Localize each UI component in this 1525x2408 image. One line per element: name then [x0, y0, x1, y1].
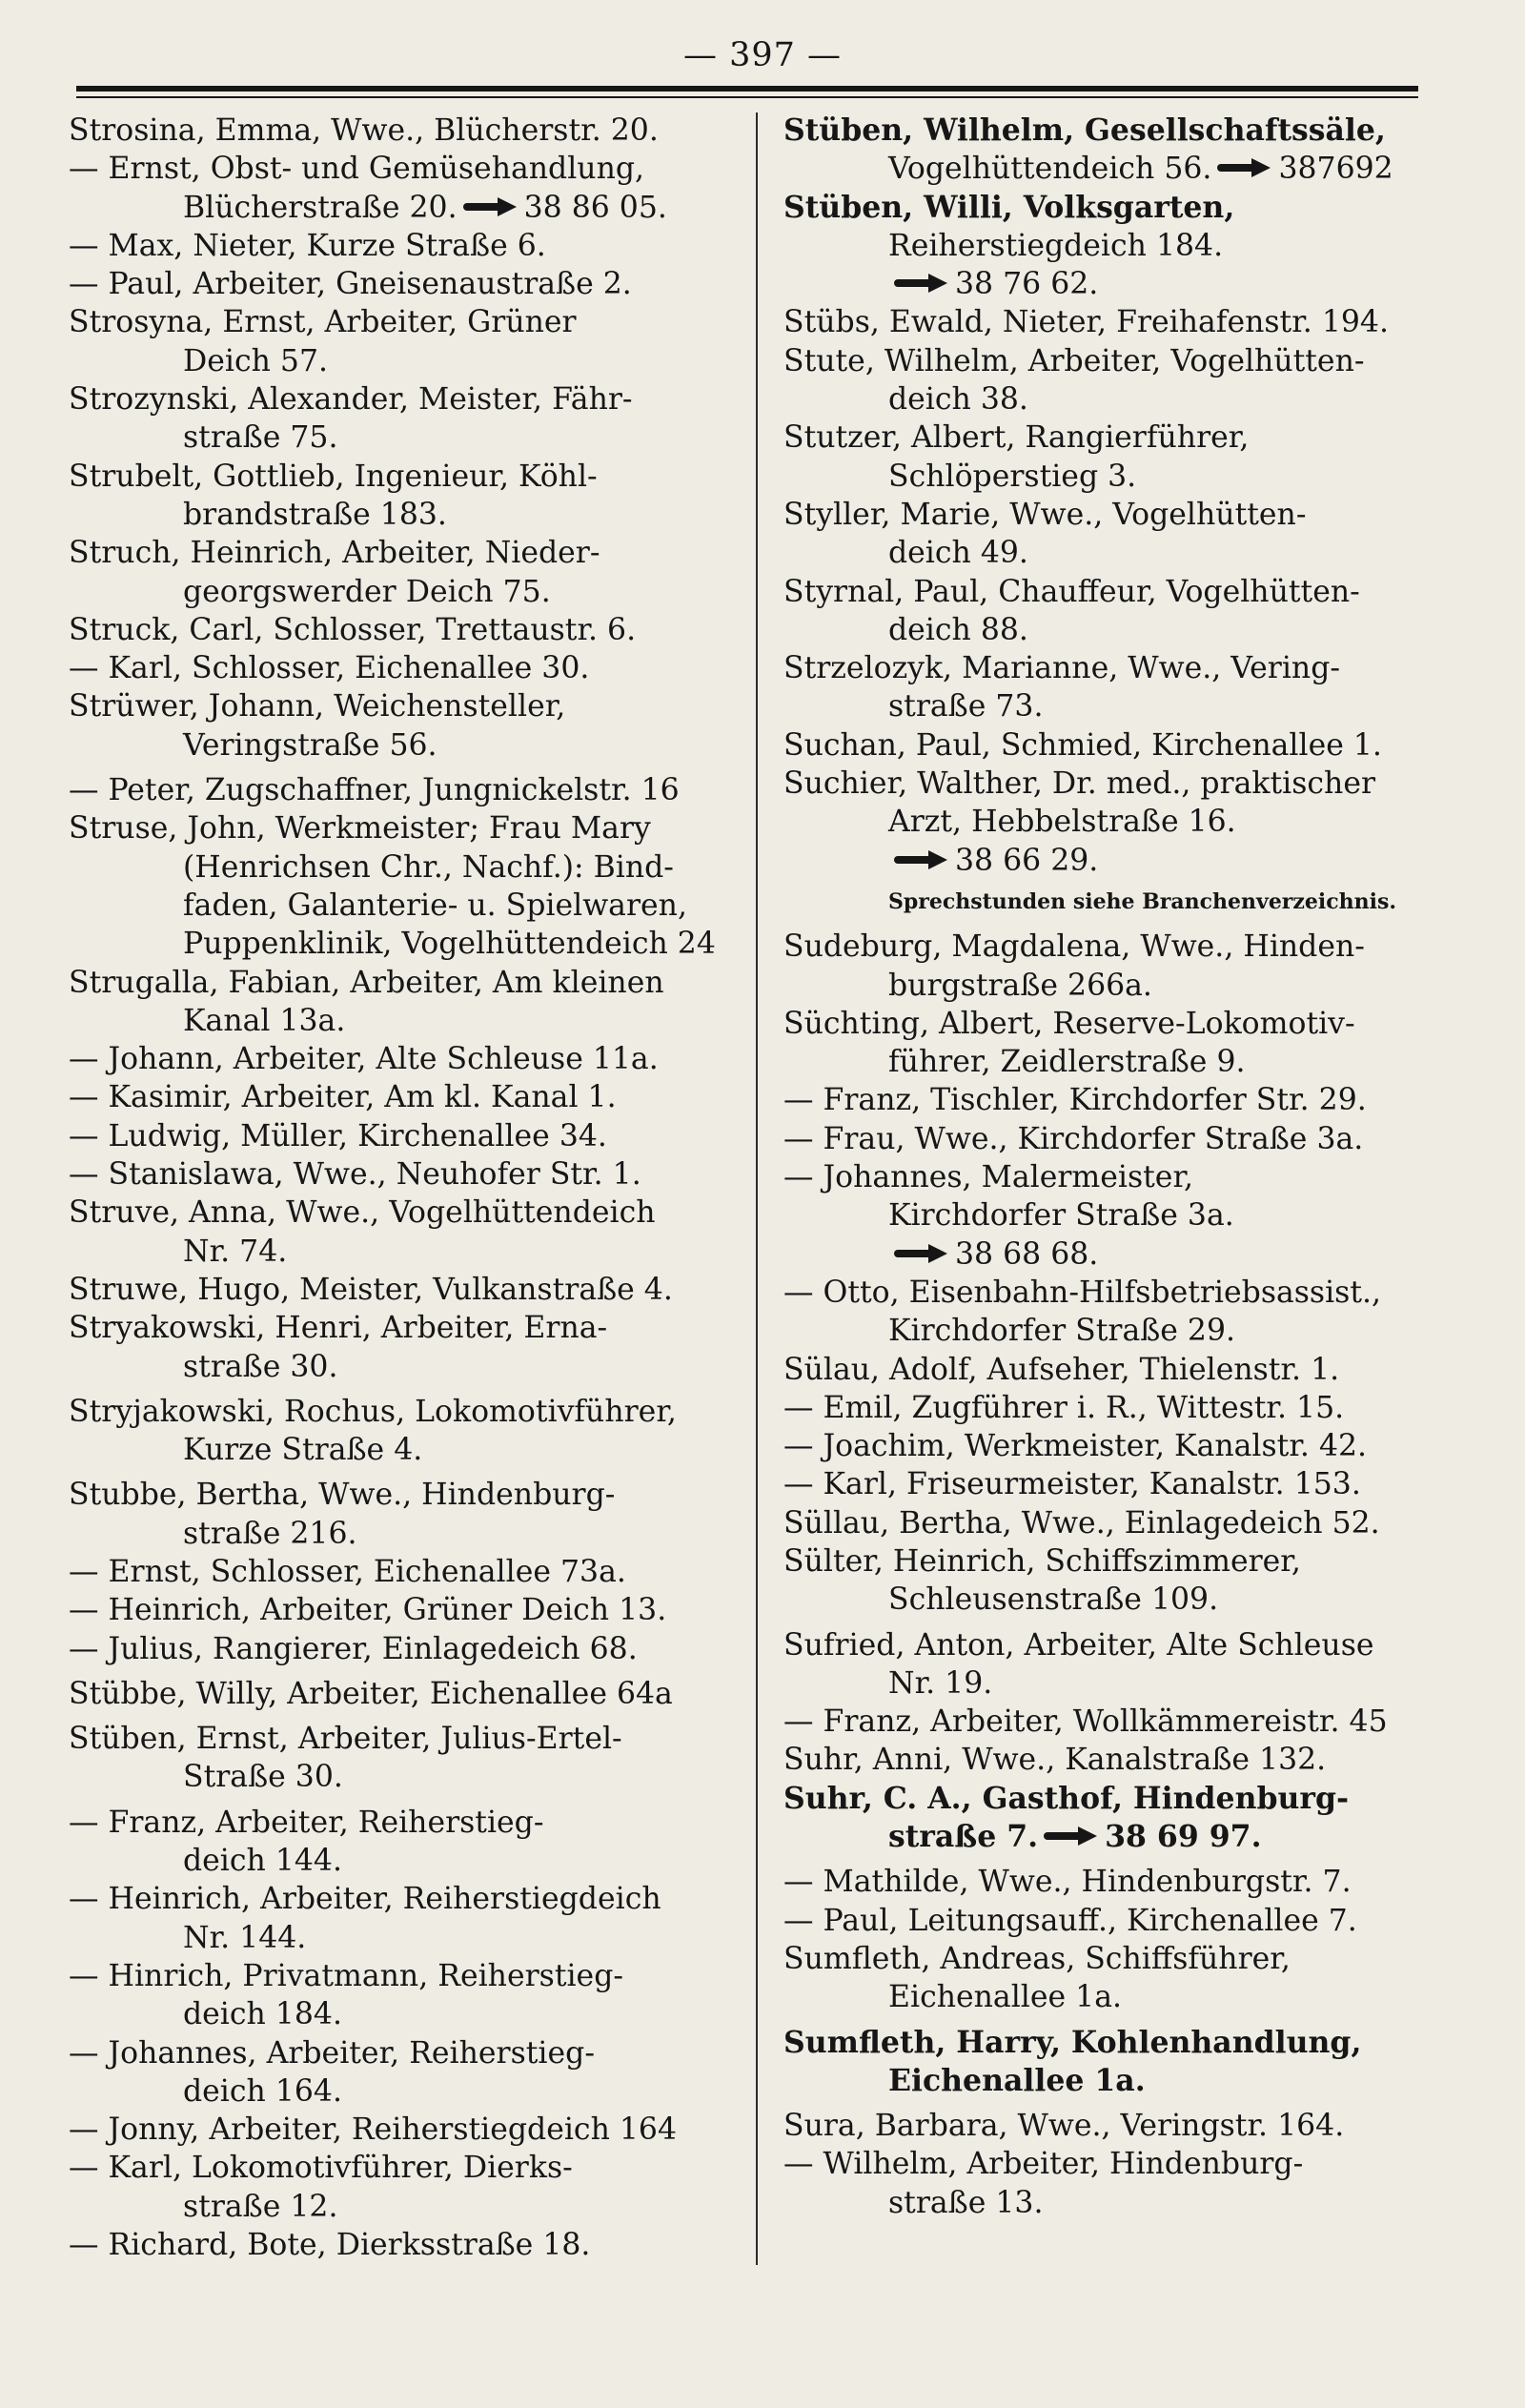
page-number: — 397 —	[682, 36, 843, 74]
entry: — Otto, Eisenbahn-Hilfsbetriebsassist., Kirchdorfer Straße 29.	[783, 1275, 1382, 1349]
entry: Styrnal, Paul, Chauffeur, Vogelhütten- deich 88.	[783, 574, 1360, 647]
entry-text: Vogelhüttendeich 56.	[888, 152, 1212, 187]
entry: Süchting, Albert, Reserve-Lokomotiv- führer, Zeidlerstraße 9.	[783, 1006, 1355, 1080]
entry: — Paul, Leitungsauff., Kirchenallee 7.	[783, 1903, 1357, 1938]
entry: — Karl, Schlosser, Eichenallee 30.	[69, 651, 590, 686]
telephone-icon	[894, 1246, 949, 1261]
telephone-icon	[894, 852, 949, 867]
entry: Sura, Barbara, Wwe., Veringstr. 164.	[783, 2109, 1345, 2144]
entry: — Karl, Friseurmeister, Kanalstr. 153.	[783, 1467, 1361, 1502]
entry: Strozynski, Alexander, Meister, Fähr- straße 75.	[69, 382, 633, 456]
entry: Sudeburg, Magdalena, Wwe., Hinden- burgstraße 266a.	[783, 929, 1365, 1003]
entry-bold-text: Sumfleth, Harry, Kohlenhandlung,	[783, 2024, 1362, 2060]
entry-bold-text: Eichenallee 1a.	[888, 2062, 1146, 2098]
phone-number: 387692	[1278, 152, 1393, 187]
entry: — Paul, Arbeiter, Gneisenaustraße 2.	[69, 267, 632, 302]
entry	[783, 2024, 1451, 2101]
entry: Strubelt, Gottlieb, Ingenieur, Köhl- brandstraße 183.	[69, 459, 598, 532]
entry: Stubbe, Bertha, Wwe., Hindenburg- straße 216.	[69, 1478, 616, 1551]
header-rule-thin	[76, 96, 1418, 98]
entry: Stryjakowski, Rochus, Lokomotivführer, Kurze Straße 4.	[69, 1394, 677, 1468]
entry: Süllau, Bertha, Wwe., Einlagedeich 52.	[783, 1505, 1380, 1541]
column-divider	[756, 112, 758, 2265]
entry	[783, 1158, 1451, 1274]
entry: — Peter, Zugschaffner, Jungnickelstr. 16	[69, 773, 680, 808]
entry: — Julius, Rangierer, Einlagedeich 68.	[69, 1631, 638, 1666]
telephone-icon	[463, 199, 518, 214]
entry: — Richard, Bote, Dierksstraße 18.	[69, 2228, 591, 2263]
entry-bold-text: Suhr, C. A., Gasthof, Hindenburg-	[783, 1780, 1350, 1816]
header-rule-thick	[76, 86, 1418, 92]
entry: — Franz, Arbeiter, Wollkämmereistr. 45	[783, 1704, 1388, 1740]
entry: — Johann, Arbeiter, Alte Schleuse 11a.	[69, 1042, 659, 1077]
entry: Struve, Anna, Wwe., Vogelhüttendeich Nr. 74.	[69, 1195, 656, 1269]
entry: — Heinrich, Arbeiter, Reiherstiegdeich Nr. 144.	[69, 1882, 661, 1955]
entry: — Wilhelm, Arbeiter, Hindenburg- straße 13.	[783, 2147, 1304, 2220]
left-column	[69, 112, 736, 2264]
entry: — Franz, Arbeiter, Reiherstieg- deich 144.	[69, 1805, 544, 1879]
entry: Stübbe, Willy, Arbeiter, Eichenallee 64a	[69, 1676, 673, 1711]
entry: — Franz, Tischler, Kirchdorfer Str. 29.	[783, 1083, 1367, 1118]
entry	[783, 765, 1451, 921]
phone-number: 38 86 05.	[523, 190, 667, 225]
phone-number: 38 69 97.	[1105, 1819, 1262, 1855]
telephone-icon	[1217, 160, 1272, 175]
entry: Styller, Marie, Wwe., Vogelhütten- deich 49.	[783, 497, 1307, 571]
entry: Stübs, Ewald, Nieter, Freihafenstr. 194.	[783, 305, 1389, 340]
phone-number: 38 76 62.	[955, 267, 1099, 302]
entry: — Mathilde, Wwe., Hindenburgstr. 7.	[783, 1865, 1352, 1900]
entry: Strosina, Emma, Wwe., Blücherstr. 20.	[69, 113, 659, 148]
entry: — Hinrich, Privatmann, Reiherstieg- deich 184.	[69, 1958, 624, 2032]
entry: — Max, Nieter, Kurze Straße 6.	[69, 228, 546, 263]
entry: Sülau, Adolf, Aufseher, Thielenstr. 1.	[783, 1352, 1340, 1387]
entry: Strugalla, Fabian, Arbeiter, Am kleinen Kanal 13a.	[69, 965, 664, 1038]
entry-text: Suchier, Walther, Dr. med., praktischer Arzt, Hebbelstraße 16.	[783, 766, 1376, 840]
entry: — Ernst, Schlosser, Eichenallee 73a.	[69, 1554, 626, 1589]
entry: Stüben, Ernst, Arbeiter, Julius-Ertel- Straße 30.	[69, 1722, 622, 1795]
entry: Struwe, Hugo, Meister, Vulkanstraße 4.	[69, 1272, 673, 1307]
entry: Stutzer, Albert, Rangierführer, Schlöperstieg 3.	[783, 420, 1250, 494]
entry	[783, 189, 1451, 304]
entry	[783, 112, 1451, 189]
phone-number: 38 66 29.	[955, 843, 1099, 878]
entry-text: — Ernst, Obst- und Gemüsehandlung, Blücherstraße 20.	[69, 152, 645, 225]
entry: Struse, John, Werkmeister; Frau Mary (Henrichsen Chr., Nachf.): Bind- faden, Galanterie- u. Spielwaren, Puppenklinik, Vogelhüttendeich 24	[69, 811, 716, 962]
entry: — Kasimir, Arbeiter, Am kl. Kanal 1.	[69, 1080, 617, 1115]
telephone-icon	[894, 275, 949, 291]
entry: — Johannes, Arbeiter, Reiherstieg- deich 164.	[69, 2035, 595, 2109]
entry	[69, 150, 736, 227]
entry: Stute, Wilhelm, Arbeiter, Vogelhütten- deich 38.	[783, 343, 1365, 418]
entry: — Karl, Lokomotivführer, Dierks- straße 12.	[69, 2151, 573, 2224]
entry: — Emil, Zugführer i. R., Wittestr. 15.	[783, 1390, 1345, 1425]
entry: Suchan, Paul, Schmied, Kirchenallee 1.	[783, 727, 1382, 763]
entry: Struch, Heinrich, Arbeiter, Nieder- georgswerder Deich 75.	[69, 536, 600, 609]
entry: Suhr, Anni, Wwe., Kanalstraße 132.	[783, 1743, 1327, 1778]
entry: Struck, Carl, Schlosser, Trettaustr. 6.	[69, 612, 637, 647]
right-column	[783, 112, 1451, 2222]
entry: Stryakowski, Henri, Arbeiter, Erna- straße 30.	[69, 1311, 608, 1384]
entry: — Stanislawa, Wwe., Neuhofer Str. 1.	[69, 1157, 641, 1193]
entry: — Joachim, Werkmeister, Kanalstr. 42.	[783, 1429, 1368, 1464]
entry: Sufried, Anton, Arbeiter, Alte Schleuse Nr. 19.	[783, 1627, 1374, 1701]
entry: — Ludwig, Müller, Kirchenallee 34.	[69, 1118, 607, 1153]
entry-bold-text: Stüben, Wilhelm, Gesellschaftssäle,	[783, 112, 1386, 148]
entry: Sumfleth, Andreas, Schiffsführer, Eichenallee 1a.	[783, 1941, 1291, 2015]
entry: Strzelozyk, Marianne, Wwe., Vering- straße 73.	[783, 651, 1341, 724]
phone-number: 38 68 68.	[955, 1236, 1099, 1272]
telephone-icon	[1044, 1828, 1099, 1844]
entry-text: Reiherstiegdeich 184.	[888, 228, 1224, 263]
entry: Sülter, Heinrich, Schiffszimmerer, Schleusenstraße 109.	[783, 1543, 1301, 1618]
entry: — Heinrich, Arbeiter, Grüner Deich 13.	[69, 1593, 667, 1628]
entry-bold-text: straße 7.	[888, 1819, 1039, 1855]
entry: — Frau, Wwe., Kirchdorfer Straße 3a.	[783, 1121, 1364, 1156]
office-hours-note: Sprechstunden siehe Branchenverzeichnis.	[888, 888, 1397, 914]
entry: Strosyna, Ernst, Arbeiter, Grüner Deich 57.	[69, 305, 577, 378]
entry-bold-text: Stüben, Willi, Volksgarten,	[783, 189, 1235, 225]
entry: — Jonny, Arbeiter, Reiherstiegdeich 164	[69, 2112, 677, 2148]
entry	[783, 1780, 1451, 1857]
entry: Strüwer, Johann, Weichensteller, Veringstraße 56.	[69, 689, 566, 763]
entry-text: — Johannes, Malermeister, Kirchdorfer Straße 3a.	[783, 1160, 1234, 1234]
